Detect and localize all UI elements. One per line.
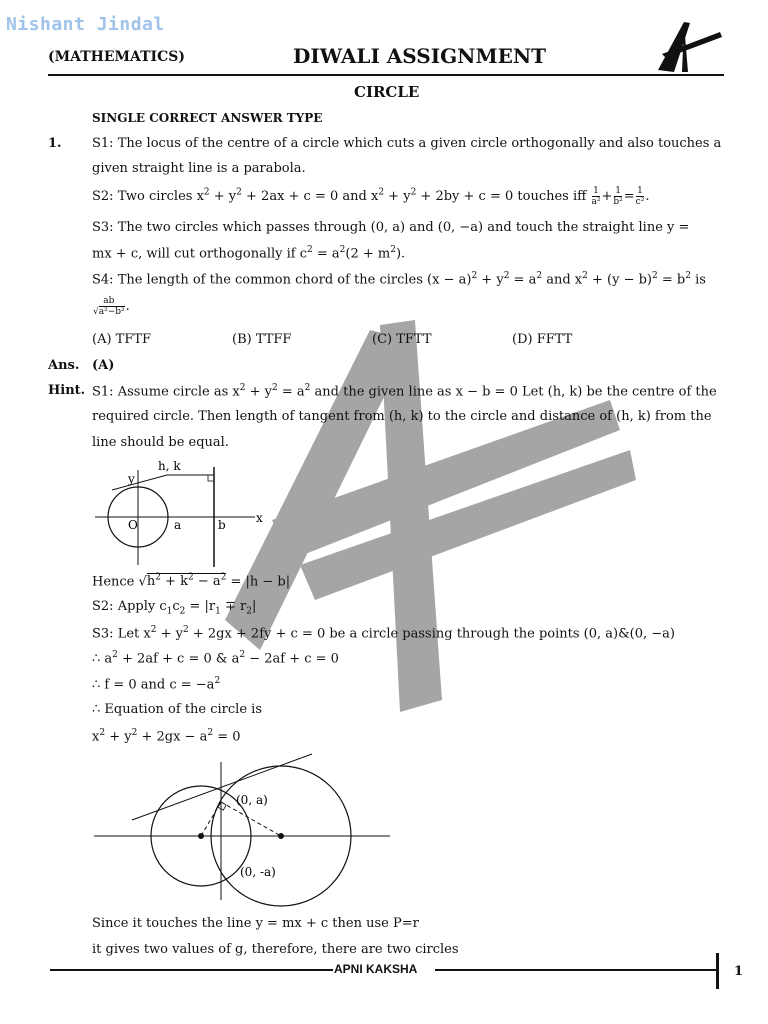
option-c: (C) TFTT xyxy=(372,332,432,347)
author-watermark: Nishant Jindal xyxy=(6,14,165,35)
fig1-label-o: O xyxy=(128,518,138,532)
section-heading: SINGLE CORRECT ANSWER TYPE xyxy=(92,111,323,125)
statement-s1-line2: given straight line is a parabola. xyxy=(92,161,306,176)
footer-brand: APNI KAKSHA xyxy=(334,962,418,976)
answer-value: (A) xyxy=(92,358,115,373)
hint-label: Hint. xyxy=(48,383,86,398)
hint-s2: S2: Apply $c_1c_2 = |r_1 \mp r_2|$ xyxy=(92,599,257,617)
footer-vertical-bar xyxy=(716,953,719,989)
fig1-label-hk: h, k xyxy=(158,459,181,473)
fig1-label-x: x xyxy=(256,511,263,525)
option-a: (A) TFTF xyxy=(92,332,152,347)
option-b: (B) TTFF xyxy=(232,332,292,347)
statement-s1-line1: S1: The locus of the centre of a circle which cuts a given circle orthogonally and also touches a xyxy=(92,136,722,151)
statement-s4: S4: The length of the common chord of the circles $(x - a)^2 + y^2 = a^2$ and $x^2 + (y - b)^2 = b^2$ is xyxy=(92,271,706,288)
hint-since-line: Since it touches the line y = mx + c then use P=r xyxy=(92,916,419,931)
fig1-label-a: a xyxy=(174,518,182,532)
figure-tangent-diagram xyxy=(90,455,290,570)
hint-therefore-3: ∴ Equation of the circle is xyxy=(92,702,262,717)
topic-title: CIRCLE xyxy=(354,83,420,101)
hint-s3: S3: Let $x^2 + y^2 + 2gx + 2fy + c = 0$ be a circle passing through the points (0, a)&(0, −a) xyxy=(92,625,675,642)
footer-rule-left xyxy=(50,969,333,971)
statement-s2: S2: Two circles $x^2 + y^2 + 2ax + c = 0$ and $x^2 + y^2 + 2by + c = 0$ touches iff $\frac{1}{\text{a²}}$ + $\frac{1}{\text{b²}}$ = $\frac{1}{\text{c²}}$ . xyxy=(92,186,650,207)
hint-final-line: it gives two values of g, therefore, there are two circles xyxy=(92,942,459,957)
header-divider xyxy=(48,74,724,76)
hint-therefore-1: ∴ $a^2 + 2af + c = 0$ & $a^2 - 2af + c = 0$ xyxy=(92,650,339,667)
hint-s1-line1: S1: Assume circle as $x^2 + y^2 = a^2$ and the given line as x − b = 0 Let (h, k) be the centre of the xyxy=(92,383,717,400)
hint-circle-equation: $x^2 + y^2 + 2gx - a^2 = 0$ xyxy=(92,728,241,745)
statement-s4-fraction: $\frac{ab}{\text{√a²−b²}}$ . xyxy=(93,296,130,317)
figure-two-circles xyxy=(90,750,400,910)
fig2-label-bottom: (0, -a) xyxy=(240,865,276,879)
fig1-label-y: y xyxy=(128,472,135,486)
footer-rule-right xyxy=(435,969,717,971)
answer-label: Ans. xyxy=(48,358,80,373)
hint-therefore-2: ∴ f = 0 and $c = -a^2$ xyxy=(92,676,221,693)
option-d: (D) FFTT xyxy=(512,332,573,347)
question-number: 1. xyxy=(48,136,62,151)
subject-label: (MATHEMATICS) xyxy=(48,49,185,65)
hint-hence: Hence $√h^2 + k^2 - a^2 = |h - b|$ xyxy=(92,573,291,590)
assignment-title: DIWALI ASSIGNMENT xyxy=(293,44,547,68)
statement-s3-line2: mx + c, will cut orthogonally if $c^2 = a^2(2 + m^2)$. xyxy=(92,245,406,262)
hint-s1-line3: line should be equal. xyxy=(92,435,229,450)
brand-logo xyxy=(654,20,724,76)
statement-s3-line1: S3: The two circles which passes through (0, a) and (0, −a) and touch the straight line y = xyxy=(92,220,690,235)
fig1-label-b: b xyxy=(218,518,226,532)
page-number: 1 xyxy=(734,964,744,979)
hint-s1-line2: required circle. Then length of tangent from (h, k) to the circle and distance of (h, k) from the xyxy=(92,409,712,424)
fig2-label-top: (0, a) xyxy=(236,793,268,807)
